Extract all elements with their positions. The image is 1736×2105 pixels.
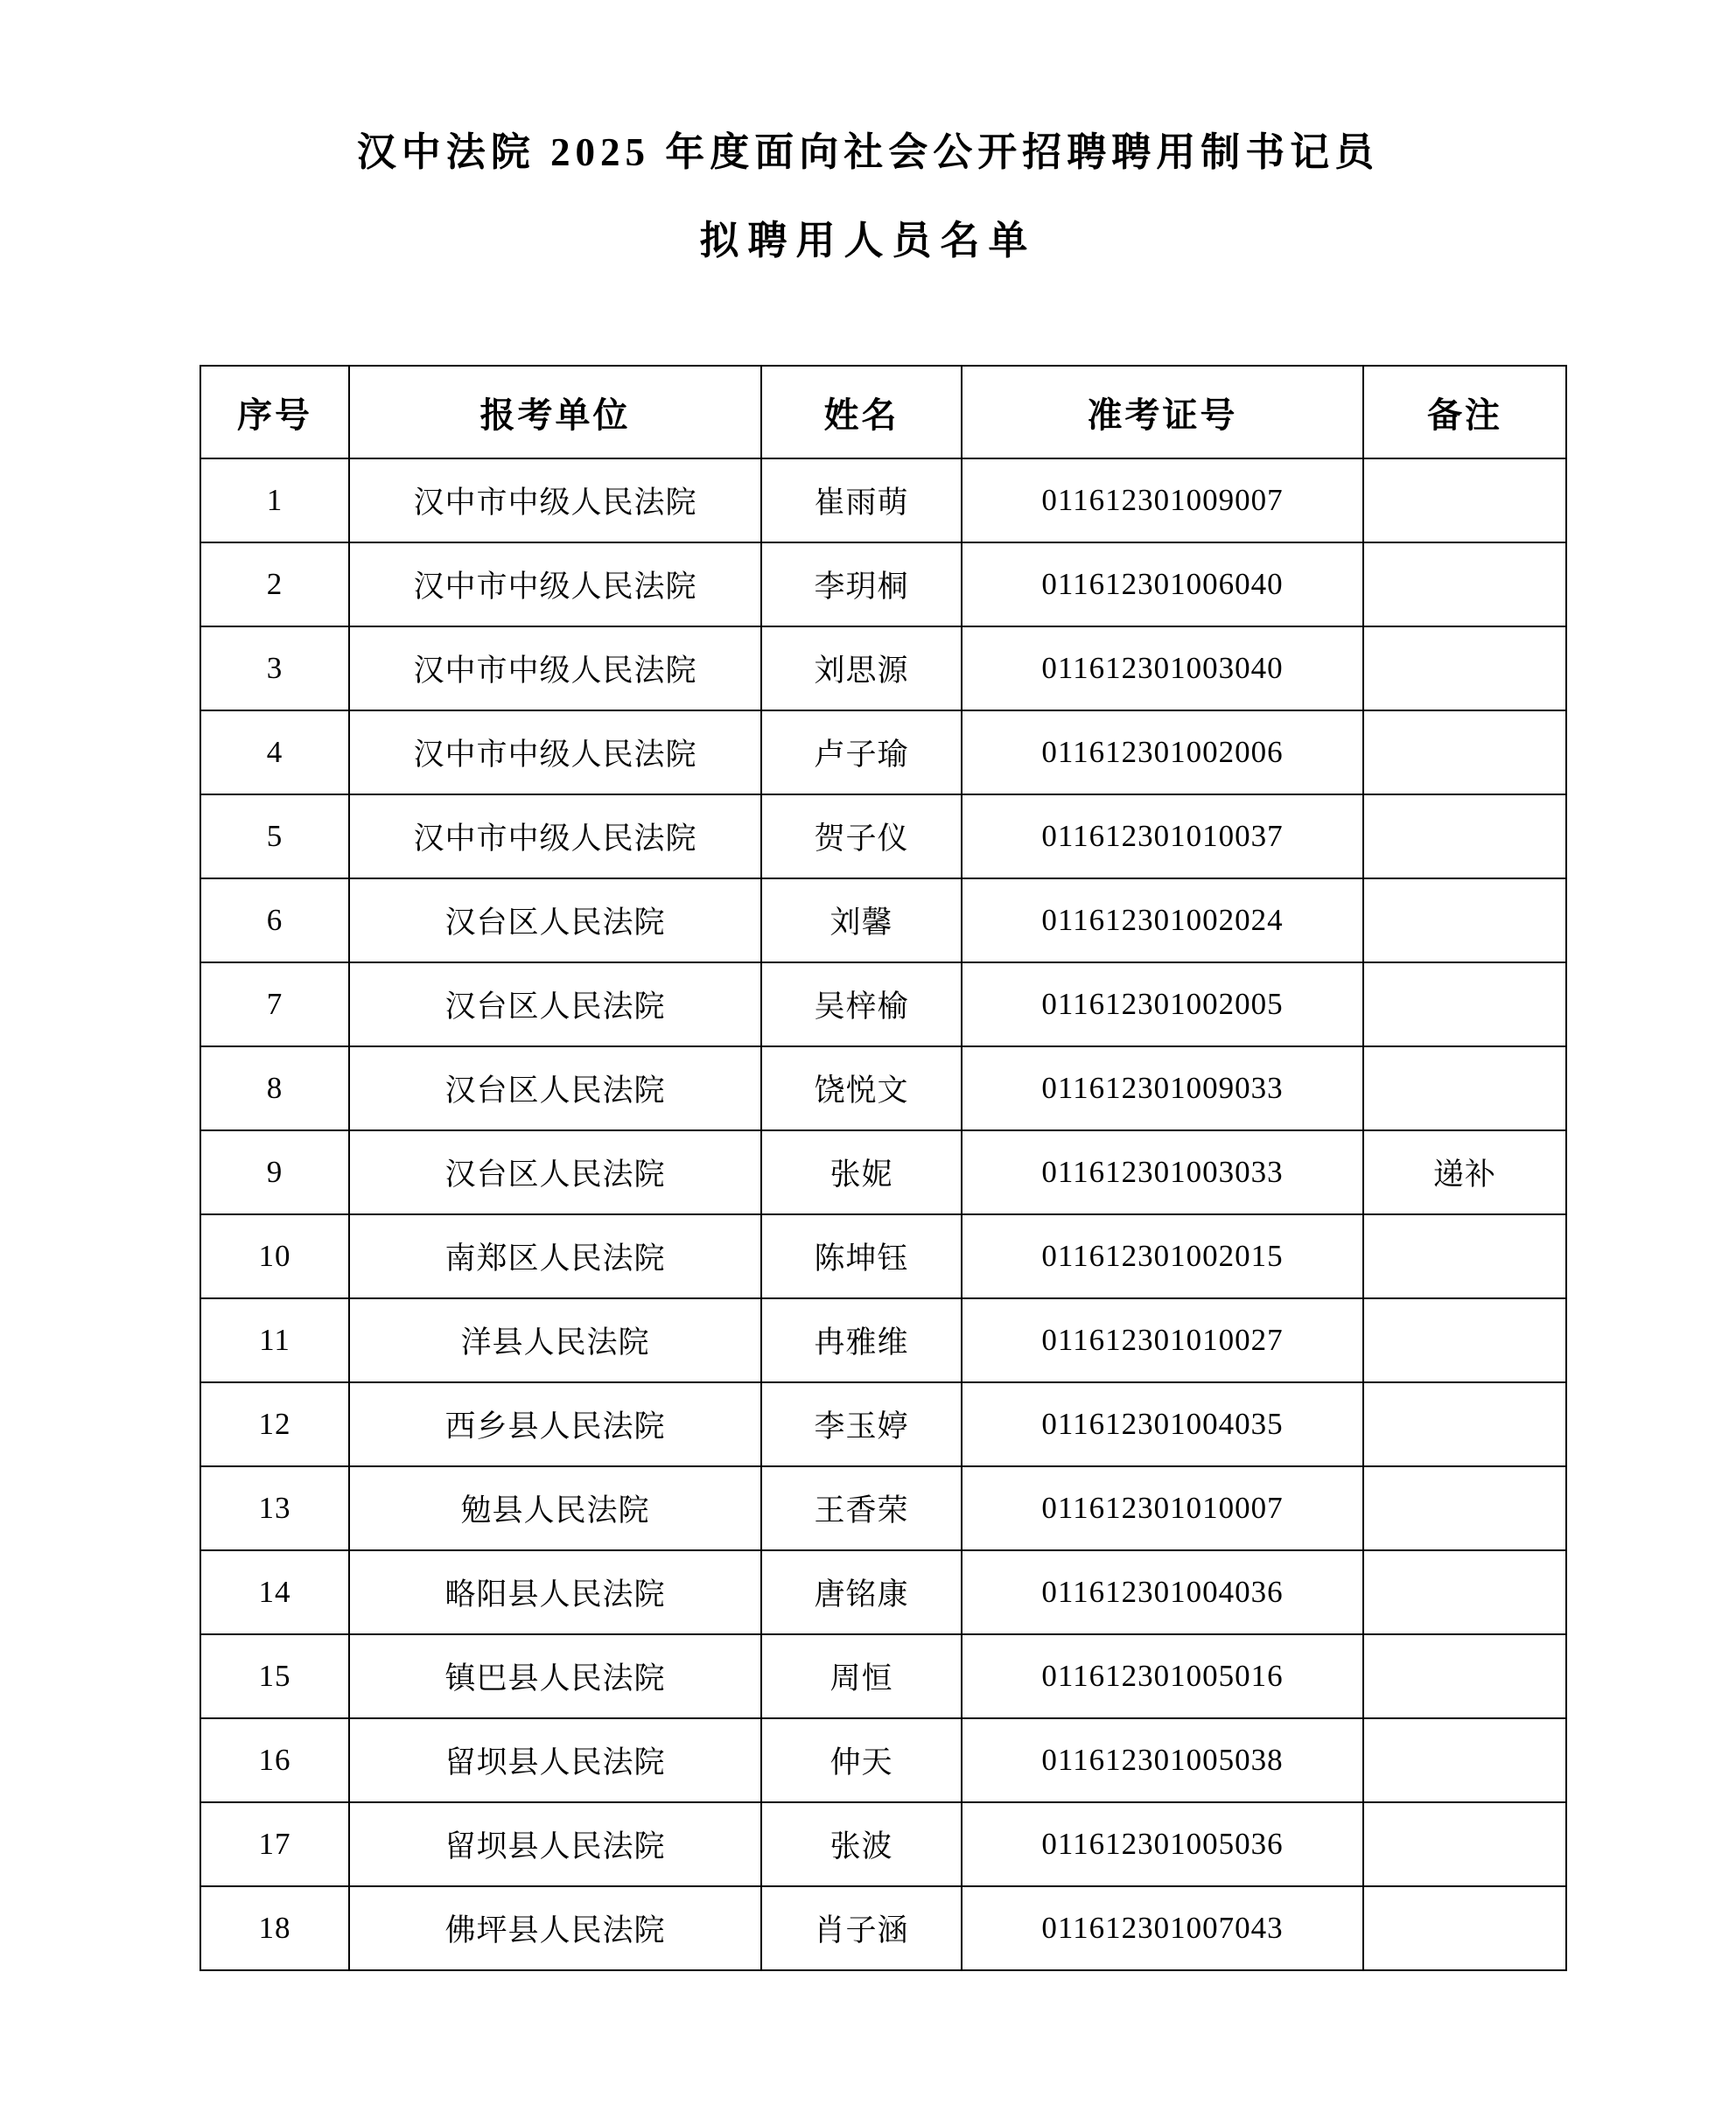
cell-name: 李玥桐 [761, 542, 962, 626]
cell-name: 张波 [761, 1802, 962, 1886]
cell-unit: 洋县人民法院 [349, 1298, 761, 1382]
table-row [200, 1802, 1566, 1886]
cell-ticket: 011612301005016 [962, 1634, 1363, 1718]
cell-name: 仲天 [761, 1718, 962, 1802]
cell-remark [1363, 794, 1566, 878]
cell-seq: 15 [200, 1634, 349, 1718]
table-row [200, 1382, 1566, 1466]
cell-unit: 佛坪县人民法院 [349, 1886, 761, 1970]
table-row [200, 1214, 1566, 1298]
cell-seq: 18 [200, 1886, 349, 1970]
table-row [200, 1718, 1566, 1802]
cell-seq: 10 [200, 1214, 349, 1298]
cell-remark [1363, 962, 1566, 1046]
column-header-seq: 序号 [200, 366, 349, 458]
cell-seq: 3 [200, 626, 349, 710]
cell-remark [1363, 1634, 1566, 1718]
cell-remark [1363, 1214, 1566, 1298]
cell-ticket: 011612301006040 [962, 542, 1363, 626]
cell-ticket: 011612301002015 [962, 1214, 1363, 1298]
column-header-unit: 报考单位 [349, 366, 761, 458]
table-row [200, 1130, 1566, 1214]
table-row [200, 710, 1566, 794]
cell-seq: 2 [200, 542, 349, 626]
title-line-1: 汉中法院 2025 年度面向社会公开招聘聘用制书记员 [356, 130, 1380, 174]
cell-unit: 汉台区人民法院 [349, 1046, 761, 1130]
cell-ticket: 011612301007043 [962, 1886, 1363, 1970]
cell-unit: 汉中市中级人民法院 [349, 794, 761, 878]
cell-name: 唐铭康 [761, 1550, 962, 1634]
cell-name: 刘思源 [761, 626, 962, 710]
table-row [200, 794, 1566, 878]
table-row [200, 962, 1566, 1046]
cell-ticket: 011612301010027 [962, 1298, 1363, 1382]
table-row [200, 458, 1566, 542]
cell-seq: 4 [200, 710, 349, 794]
cell-seq: 14 [200, 1550, 349, 1634]
cell-unit: 西乡县人民法院 [349, 1382, 761, 1466]
cell-seq: 7 [200, 962, 349, 1046]
cell-unit: 镇巴县人民法院 [349, 1634, 761, 1718]
cell-ticket: 011612301004036 [962, 1550, 1363, 1634]
cell-seq: 1 [200, 458, 349, 542]
cell-name: 饶悦文 [761, 1046, 962, 1130]
cell-remark [1363, 878, 1566, 962]
cell-seq: 5 [200, 794, 349, 878]
cell-ticket: 011612301004035 [962, 1382, 1363, 1466]
table-row [200, 1298, 1566, 1382]
cell-seq: 9 [200, 1130, 349, 1214]
cell-seq: 16 [200, 1718, 349, 1802]
cell-name: 周恒 [761, 1634, 962, 1718]
cell-unit: 汉中市中级人民法院 [349, 542, 761, 626]
column-header-ticket: 准考证号 [962, 366, 1363, 458]
cell-unit: 勉县人民法院 [349, 1466, 761, 1550]
cell-name: 李玉婷 [761, 1382, 962, 1466]
cell-name: 贺子仪 [761, 794, 962, 878]
cell-ticket: 011612301005036 [962, 1802, 1363, 1886]
table-row [200, 1466, 1566, 1550]
cell-seq: 13 [200, 1466, 349, 1550]
cell-remark: 递补 [1363, 1130, 1566, 1214]
cell-remark [1363, 542, 1566, 626]
cell-ticket: 011612301010037 [962, 794, 1363, 878]
cell-ticket: 011612301003033 [962, 1130, 1363, 1214]
table-row [200, 1886, 1566, 1970]
cell-name: 崔雨萌 [761, 458, 962, 542]
cell-name: 肖子涵 [761, 1886, 962, 1970]
column-header-name: 姓名 [761, 366, 962, 458]
cell-ticket: 011612301009033 [962, 1046, 1363, 1130]
cell-remark [1363, 1886, 1566, 1970]
cell-remark [1363, 1046, 1566, 1130]
table-row [200, 1634, 1566, 1718]
header-row [200, 366, 1566, 458]
cell-remark [1363, 1298, 1566, 1382]
cell-remark [1363, 458, 1566, 542]
cell-name: 吴梓榆 [761, 962, 962, 1046]
cell-remark [1363, 1382, 1566, 1466]
cell-name: 陈坤钰 [761, 1214, 962, 1298]
cell-ticket: 011612301002024 [962, 878, 1363, 962]
cell-unit: 南郑区人民法院 [349, 1214, 761, 1298]
cell-name: 卢子瑜 [761, 710, 962, 794]
table-row [200, 1550, 1566, 1634]
cell-seq: 17 [200, 1802, 349, 1886]
cell-name: 张妮 [761, 1130, 962, 1214]
cell-unit: 汉台区人民法院 [349, 878, 761, 962]
cell-seq: 6 [200, 878, 349, 962]
cell-unit: 留坝县人民法院 [349, 1718, 761, 1802]
table-row [200, 542, 1566, 626]
cell-name: 冉雅维 [761, 1298, 962, 1382]
column-header-remark: 备注 [1363, 366, 1566, 458]
cell-ticket: 011612301010007 [962, 1466, 1363, 1550]
cell-ticket: 011612301003040 [962, 626, 1363, 710]
title-line-2: 拟聘用人员名单 [699, 219, 1037, 262]
cell-ticket: 011612301002006 [962, 710, 1363, 794]
cell-unit: 汉台区人民法院 [349, 962, 761, 1046]
cell-remark [1363, 1466, 1566, 1550]
cell-seq: 12 [200, 1382, 349, 1466]
cell-remark [1363, 1802, 1566, 1886]
cell-seq: 8 [200, 1046, 349, 1130]
table-body [200, 458, 1566, 1970]
cell-ticket: 011612301009007 [962, 458, 1363, 542]
cell-unit: 汉中市中级人民法院 [349, 458, 761, 542]
cell-seq: 11 [200, 1298, 349, 1382]
cell-name: 刘馨 [761, 878, 962, 962]
table-row [200, 1046, 1566, 1130]
cell-ticket: 011612301005038 [962, 1718, 1363, 1802]
cell-remark [1363, 1550, 1566, 1634]
document-title [0, 130, 1736, 262]
cell-name: 王香荣 [761, 1466, 962, 1550]
cell-remark [1363, 1718, 1566, 1802]
table-row [200, 626, 1566, 710]
cell-unit: 汉台区人民法院 [349, 1130, 761, 1214]
roster-table [200, 365, 1567, 1971]
cell-remark [1363, 626, 1566, 710]
cell-unit: 汉中市中级人民法院 [349, 626, 761, 710]
cell-unit: 汉中市中级人民法院 [349, 710, 761, 794]
cell-unit: 略阳县人民法院 [349, 1550, 761, 1634]
cell-ticket: 011612301002005 [962, 962, 1363, 1046]
cell-remark [1363, 710, 1566, 794]
table-row [200, 878, 1566, 962]
cell-unit: 留坝县人民法院 [349, 1802, 761, 1886]
